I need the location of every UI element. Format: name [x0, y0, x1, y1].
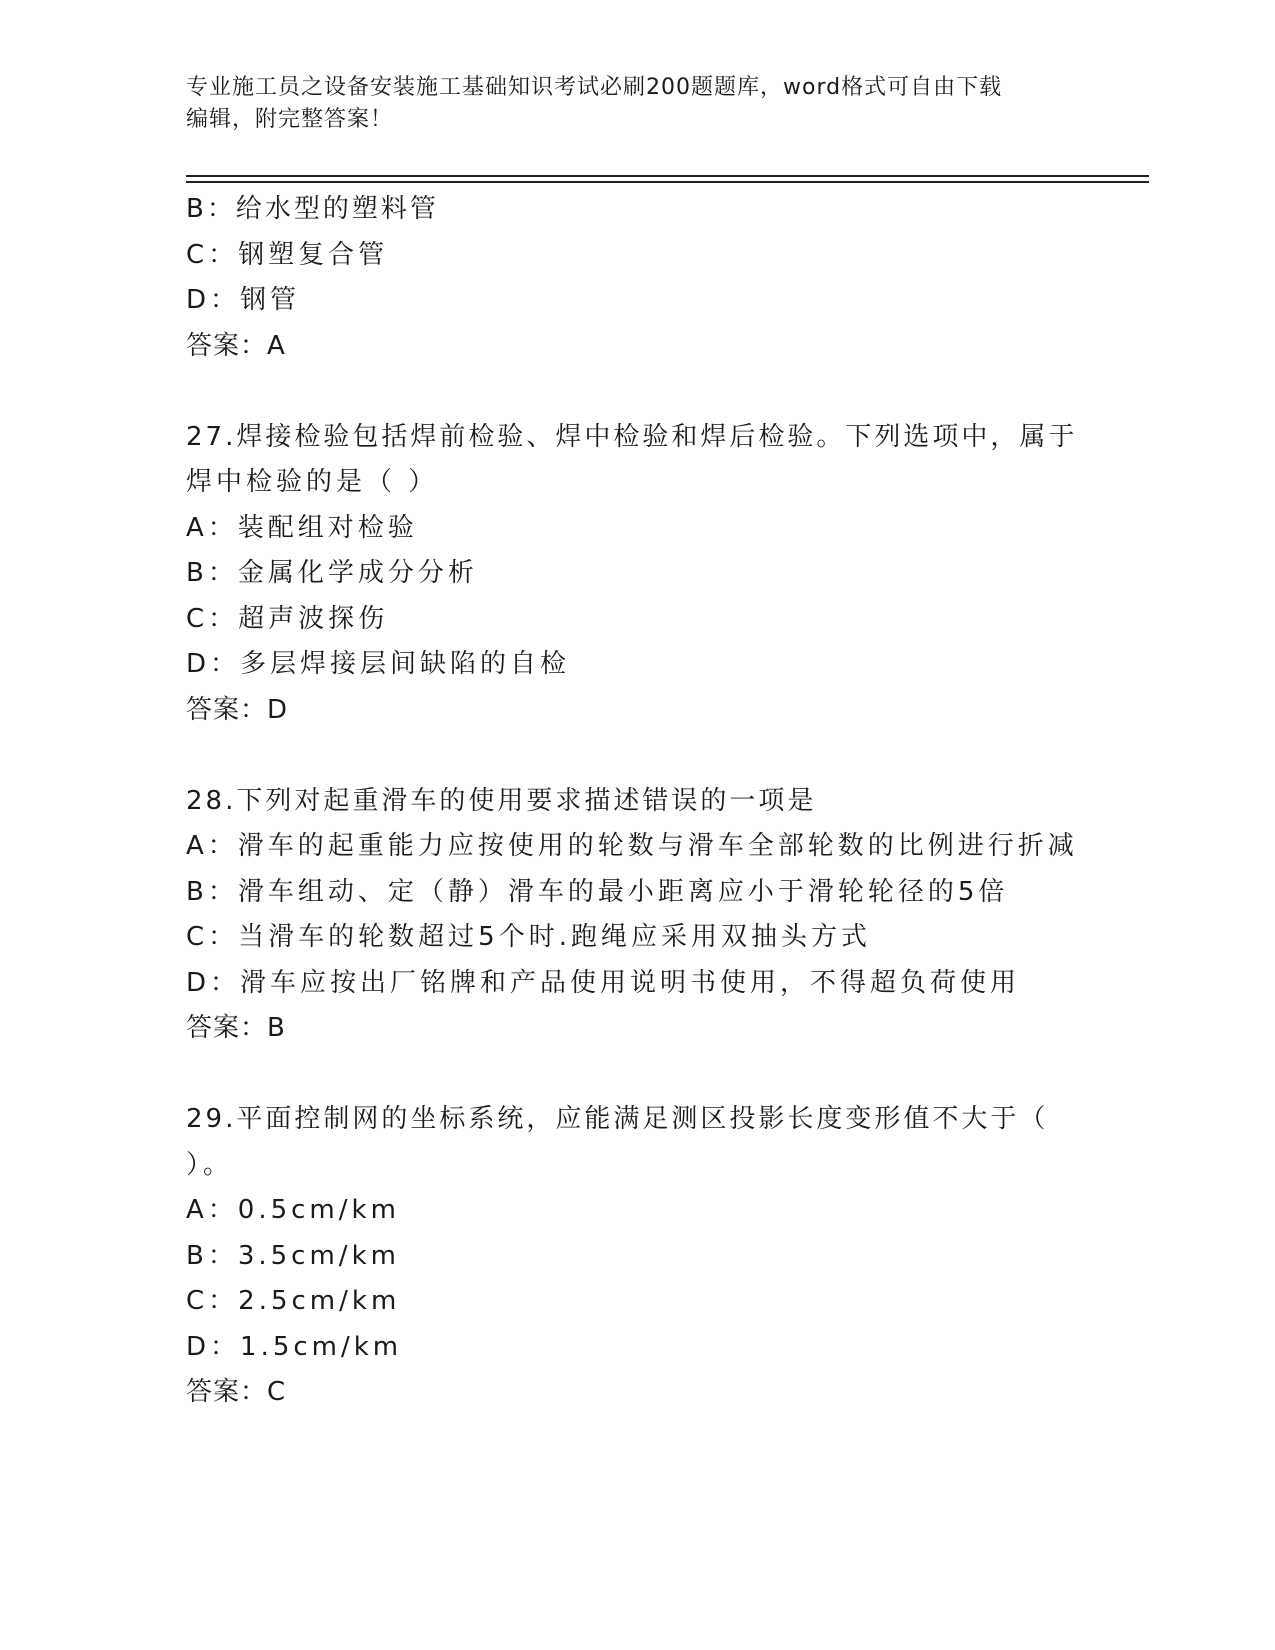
option-d: D：多层焊接层间缺陷的自检: [186, 649, 571, 679]
question-stem-line-2: 焊中检验的是（ ）: [186, 467, 439, 497]
answer-line: 答案：C: [186, 1377, 287, 1407]
option-d: D：滑车应按出厂铭牌和产品使用说明书使用，不得超负荷使用: [186, 967, 1021, 998]
header-title-line-1: 专业施工员之设备安装施工基础知识考试必刷200题题库，word格式可自由下载: [186, 75, 1003, 100]
question-list: [186, 187, 1086, 1416]
question-stem-line-2: ）。: [186, 1149, 234, 1180]
question-29: [186, 1097, 1086, 1416]
option-a: A：滑车的起重能力应按使用的轮数与滑车全部轮数的比例进行折减: [186, 831, 1078, 861]
header-divider-bottom: [186, 181, 1149, 183]
option-b: B：给水型的塑料管: [186, 194, 439, 224]
question-27: [186, 415, 1086, 734]
question-stem-line-1: 27.焊接检验包括焊前检验、焊中检验和焊后检验。下列选项中，属于: [186, 421, 1078, 452]
answer-line: 答案：D: [186, 694, 289, 725]
question-carryover: [186, 187, 1086, 369]
option-c: C：超声波探伤: [186, 603, 389, 634]
option-d: D：钢管: [186, 285, 301, 315]
option-a: A：0.5cm/km: [186, 1195, 400, 1225]
option-c: C：2.5cm/km: [186, 1286, 401, 1316]
spacer: [186, 1052, 1086, 1098]
option-d: D：1.5cm/km: [186, 1331, 403, 1362]
answer-line: 答案：A: [186, 330, 286, 361]
answer-line: 答案：B: [186, 1013, 286, 1043]
spacer: [186, 733, 1086, 779]
option-b: B：滑车组动、定（静）滑车的最小距离应小于滑轮轮径的5倍: [186, 876, 1009, 907]
option-c: C：钢塑复合管: [186, 239, 389, 270]
question-stem-line-1: 29.平面控制网的坐标系统，应能满足测区投影长度变形值不大于（: [186, 1104, 1049, 1134]
document-header: [186, 72, 1086, 136]
option-b: B：金属化学成分分析: [186, 558, 478, 588]
question-28: [186, 779, 1086, 1052]
option-c: C：当滑车的轮数超过5个时.跑绳应采用双抽头方式: [186, 922, 871, 952]
header-divider-top: [186, 175, 1149, 177]
option-b: B：3.5cm/km: [186, 1240, 400, 1271]
question-stem-line-1: 28.下列对起重滑车的使用要求描述错误的一项是: [186, 785, 817, 816]
header-title-line-2: 编辑，附完整答案！: [186, 107, 394, 132]
option-a: A：装配组对检验: [186, 512, 418, 543]
spacer: [186, 369, 1086, 415]
